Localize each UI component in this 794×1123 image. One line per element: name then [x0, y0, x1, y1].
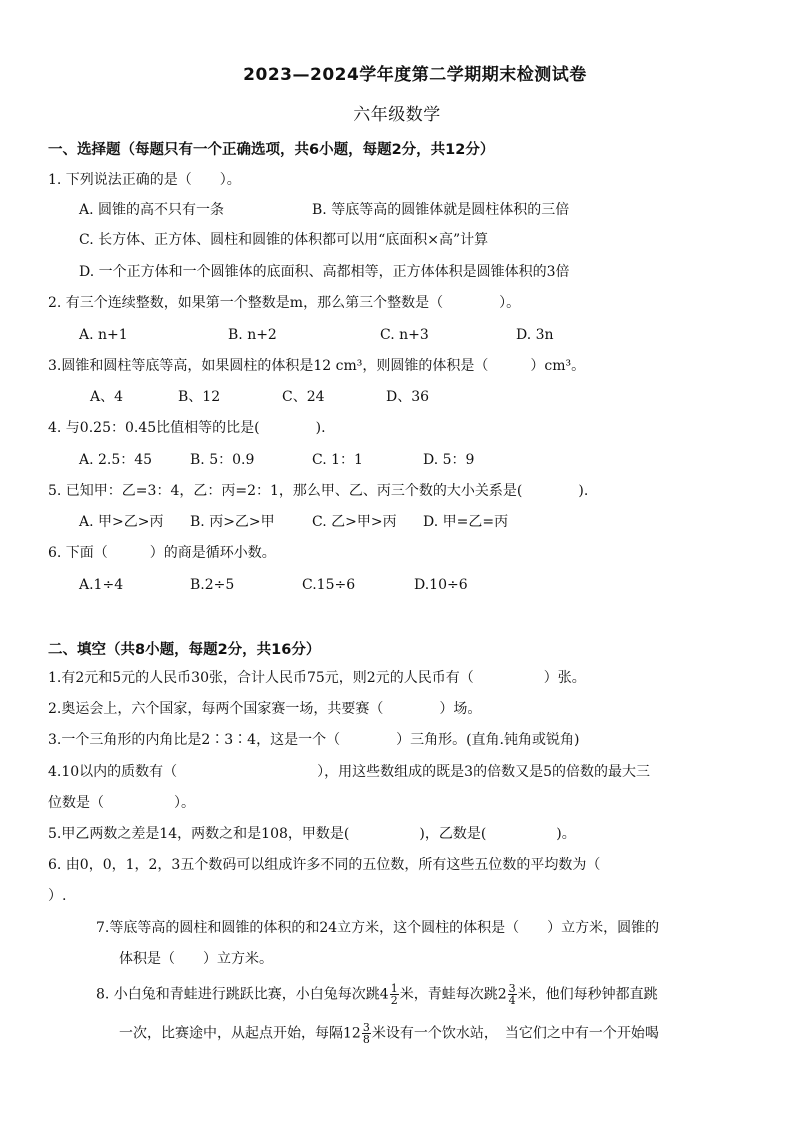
s1-q1-option-a: A. 圆锥的高不只有一条: [79, 202, 225, 218]
s1-q3-option-b: B、12: [178, 389, 221, 405]
fraction-3-denominator: 8: [362, 1033, 370, 1046]
s2-q8-line2: [119, 1022, 659, 1045]
s1-q5-stem: 5. 已知甲：乙=3：4，乙：丙=2：1，那么甲、乙、丙三个数的大小关系是( ).: [48, 483, 589, 499]
s1-q3-option-c: C、24: [282, 389, 325, 405]
s1-q6-option-a: A.1÷4: [79, 577, 124, 593]
s1-q1-stem: 1. 下列说法正确的是（ ）。: [48, 172, 241, 188]
s2-q8-text-4: 一次，比赛途中，从起点开始，每隔12: [119, 1025, 361, 1042]
s1-q6-option-d: D.10÷6: [414, 577, 468, 593]
s1-q3-option-a: A、4: [90, 389, 124, 405]
s2-q1: 1.有2元和5元的人民币30张，合计人民币75元，则2元的人民币有（ ）张。: [48, 670, 586, 686]
s1-q6-option-b: B.2÷5: [190, 577, 235, 593]
s1-q2-option-a: A. n+1: [79, 327, 128, 343]
s1-q1-option-d: D. 一个正方体和一个圆锥体的底面积、高都相等，正方体体积是圆锥体积的3倍: [79, 264, 570, 280]
fraction-3: [362, 1022, 371, 1045]
s2-q6-line1: 6. 由0，0，1，2，3五个数码可以组成许多不同的五位数，所有这些五位数的平均数为（: [48, 857, 601, 873]
fraction-2-denominator: 4: [508, 994, 516, 1007]
s2-q6-line2: ）.: [48, 888, 67, 904]
s2-q4-line2: 位数是（ ）。: [48, 795, 195, 811]
exam-title: 2023—2024学年度第二学期期末检测试卷: [243, 65, 587, 85]
s2-q8-text-5: 米设有一个饮水站， 当它们之中有一个开始喝: [371, 1025, 659, 1042]
s2-q7-line1: 7.等底等高的圆柱和圆锥的体积的和24立方米，这个圆柱的体积是（ ）立方米，圆锥的: [96, 920, 660, 936]
s1-q2-stem: 2. 有三个连续整数，如果第一个整数是m，那么第三个整数是（ ）。: [48, 295, 521, 311]
s2-q2: 2.奥运会上，六个国家，每两个国家赛一场，共要赛（ ）场。: [48, 701, 482, 717]
s2-q3: 3.一个三角形的内角比是2∶3∶4，这是一个（ ）三角形。(直角.钝角或锐角): [48, 732, 580, 748]
s1-q5-option-d: D. 甲=乙=丙: [423, 514, 509, 530]
s1-q2-option-d: D. 3n: [516, 327, 554, 343]
s1-q5-option-a: A. 甲>乙>丙: [79, 514, 164, 530]
s1-q4-stem: 4. 与0.25：0.45比值相等的比是( ).: [48, 420, 326, 436]
section2-heading: 二、填空（共8小题，每题2分，共16分）: [48, 642, 321, 658]
s1-q4-option-a: A. 2.5：45: [79, 452, 153, 468]
exam-subtitle: 六年级数学: [353, 105, 441, 125]
fraction-1: [390, 983, 399, 1006]
s1-q5-option-c: C. 乙>甲>丙: [312, 514, 397, 530]
s1-q4-option-c: C. 1：1: [312, 452, 363, 468]
fraction-3-numerator: 3: [362, 1021, 370, 1034]
s2-q8-text-3: 米，他们每秒钟都直跳: [517, 986, 658, 1003]
fraction-1-denominator: 2: [390, 994, 398, 1007]
s2-q8-line1: [96, 983, 658, 1006]
s2-q7-line2: 体积是（ ）立方米。: [119, 951, 273, 967]
fraction-1-numerator: 1: [390, 982, 398, 995]
fraction-2: [508, 983, 517, 1006]
s2-q8-text-1: 8. 小白兔和青蛙进行跳跃比赛，小白兔每次跳4: [96, 986, 389, 1003]
s1-q1-option-b: B. 等底等高的圆锥体就是圆柱体积的三倍: [312, 202, 570, 218]
s1-q6-stem: 6. 下面（ ）的商是循环小数。: [48, 545, 276, 561]
s2-q5: 5.甲乙两数之差是14，两数之和是108，甲数是( )，乙数是( )。: [48, 826, 576, 842]
section1-heading: 一、选择题（每题只有一个正确选项，共6小题，每题2分，共12分）: [48, 142, 495, 158]
s1-q6-option-c: C.15÷6: [302, 577, 356, 593]
s2-q4-line1: 4.10以内的质数有（ ），用这些数组成的既是3的倍数又是5的倍数的最大三: [48, 764, 650, 780]
s1-q5-option-b: B. 丙>乙>甲: [190, 514, 275, 530]
s1-q1-option-c: C. 长方体、正方体、圆柱和圆锥的体积都可以用“底面积×高”计算: [79, 232, 489, 248]
s1-q2-option-b: B. n+2: [228, 327, 277, 343]
s1-q3-option-d: D、36: [386, 389, 430, 405]
s1-q4-option-d: D. 5：9: [423, 452, 475, 468]
s2-q8-text-2: 米，青蛙每次跳2: [399, 986, 507, 1003]
fraction-2-numerator: 3: [508, 982, 516, 995]
s1-q4-option-b: B. 5：0.9: [190, 452, 255, 468]
s1-q2-option-c: C. n+3: [380, 327, 429, 343]
s1-q3-stem: 3.圆锥和圆柱等底等高，如果圆柱的体积是12 cm³，则圆锥的体积是（ ）cm³。: [48, 358, 586, 374]
